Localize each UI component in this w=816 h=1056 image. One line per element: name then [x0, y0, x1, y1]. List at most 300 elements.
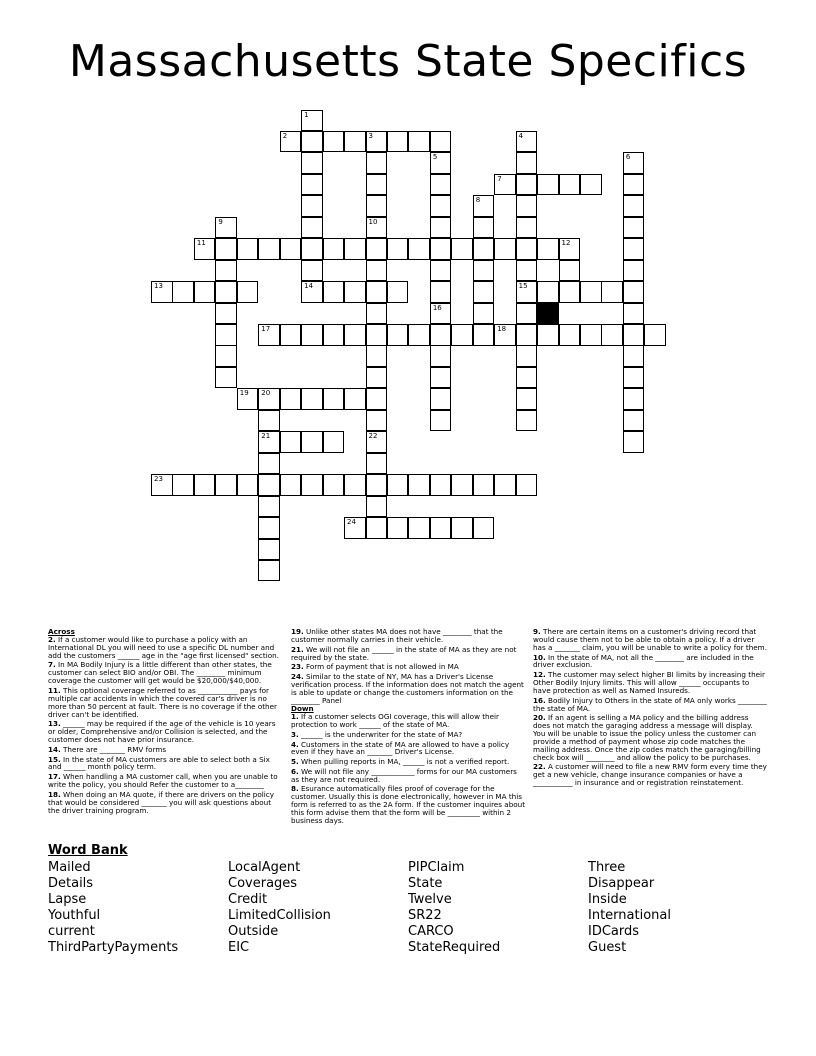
crossword-cell[interactable]: [387, 238, 409, 260]
crossword-cell[interactable]: [366, 474, 388, 496]
crossword-cell[interactable]: [323, 238, 345, 260]
crossword-cell[interactable]: [516, 367, 538, 389]
clue-number-label: 11.: [48, 685, 61, 695]
clue-text: Bodily Injury to Others in the state of MA only works ________ the state of MA.: [533, 695, 767, 713]
crossword-cell[interactable]: [172, 281, 194, 303]
crossword-cell[interactable]: [280, 131, 302, 153]
clue-number: 8: [475, 196, 481, 205]
clue-text: We will not file an ______ in the state of MA as they are not required by the state.: [291, 644, 517, 662]
clue-text: ______ is the underwriter for the state of MA?: [298, 729, 463, 739]
crossword-cell[interactable]: [194, 238, 216, 260]
crossword-cell[interactable]: [301, 388, 323, 410]
clue-text: When pulling reports in MA, ______ is not a verified report.: [298, 757, 510, 767]
crossword-cell[interactable]: [258, 453, 280, 475]
crossword-cell[interactable]: [430, 324, 452, 346]
crossword-cell[interactable]: [623, 217, 645, 239]
word-bank-word: Details: [48, 876, 94, 892]
crossword-cell[interactable]: [387, 474, 409, 496]
clue-number-label: 10.: [533, 652, 546, 662]
clue-text: ______ may be required if the age of the vehicle is 10 years or older, Comprehensive and/or Collision is selected, and the customer does not have prior insurance.: [48, 719, 276, 745]
crossword-cell[interactable]: [623, 345, 645, 367]
clue-number-label: 1.: [291, 712, 299, 722]
crossword-cell[interactable]: [623, 152, 645, 174]
word-bank-column-1: [48, 860, 178, 957]
word-bank-column-3: [408, 860, 500, 957]
crossword-cell[interactable]: [473, 260, 495, 282]
crossword-cell[interactable]: [516, 303, 538, 325]
clue-number-label: 15.: [48, 754, 61, 764]
clues-column-3: [533, 628, 767, 789]
crossword-cell[interactable]: [451, 324, 473, 346]
word-bank-word: Disappear: [588, 876, 655, 892]
across-clue: [48, 636, 284, 660]
clue-text: When doing an MA quote, if there are drivers on the policy that would be considered _______ you will ask questions about the driver training program.: [48, 789, 274, 815]
crossword-cell[interactable]: [344, 281, 366, 303]
crossword-cell[interactable]: [323, 131, 345, 153]
crossword-cell[interactable]: [366, 345, 388, 367]
crossword-cell[interactable]: [366, 260, 388, 282]
clue-number: 24: [347, 518, 356, 527]
across-clue: [291, 663, 527, 671]
crossword-cell[interactable]: [559, 260, 581, 282]
crossword-cell[interactable]: [366, 496, 388, 518]
clue-number: 7: [497, 174, 502, 183]
clue-number: 9: [218, 217, 223, 226]
word-bank-word: LimitedCollision: [228, 908, 331, 924]
word-bank-word: CARCO: [408, 924, 454, 940]
crossword-cell[interactable]: [451, 238, 473, 260]
clue-text: If an agent is selling a MA policy and the billing address does not match the garaging address a message will display. You will be unable to issue the policy unless the customer can provide a method of payment whose zip code matches the mailing address. Once the zip codes match the garaging/billing check box will ________ and allow the policy to be purchases.: [533, 713, 761, 762]
down-clue: [291, 713, 527, 729]
clue-number-label: 23.: [291, 662, 304, 672]
crossword-cell[interactable]: [494, 324, 516, 346]
crossword-cell[interactable]: [559, 238, 581, 260]
crossword-cell[interactable]: [473, 217, 495, 239]
clue-text: We will not file any ____________ forms for our MA customers as they are not required.: [291, 766, 517, 784]
crossword-cell[interactable]: [301, 110, 323, 132]
clue-text: There are _______ RMV forms: [60, 744, 167, 754]
clue-number: 14: [304, 282, 314, 291]
crossword-cell[interactable]: [237, 474, 259, 496]
crossword-cell[interactable]: [408, 324, 430, 346]
crossword-cell[interactable]: [387, 281, 409, 303]
down-clue: [291, 768, 527, 784]
crossword-cell[interactable]: [430, 131, 452, 153]
word-bank-word: Twelve: [408, 892, 452, 908]
clue-text: In the state of MA customers are able to select both a Six and ______ month policy term.: [48, 754, 270, 772]
crossword-cell[interactable]: [323, 474, 345, 496]
crossword-cell[interactable]: [151, 281, 173, 303]
crossword-cell[interactable]: [323, 281, 345, 303]
crossword-cell[interactable]: [366, 431, 388, 453]
across-clue: [48, 720, 284, 744]
crossword-cell[interactable]: [516, 174, 538, 196]
crossword-cell[interactable]: [258, 496, 280, 518]
down-clue: [291, 785, 527, 825]
across-clue: [48, 756, 284, 772]
crossword-cell[interactable]: [473, 281, 495, 303]
clue-number-label: 22.: [533, 762, 546, 772]
crossword-cell[interactable]: [430, 217, 452, 239]
crossword-cell[interactable]: [430, 388, 452, 410]
crossword-cell[interactable]: [323, 388, 345, 410]
word-bank-word: State: [408, 876, 443, 892]
crossword-cell[interactable]: [366, 281, 388, 303]
crossword-cell[interactable]: [258, 238, 280, 260]
clue-number: 6: [625, 153, 631, 162]
crossword-cell[interactable]: [301, 431, 323, 453]
crossword-cell[interactable]: [323, 431, 345, 453]
clue-text: Unlike other states MA does not have ________ that the customer normally carries in their vehicle.: [291, 627, 503, 644]
crossword-cell[interactable]: [516, 217, 538, 239]
down-clue: [291, 741, 527, 757]
crossword-cell[interactable]: [430, 281, 452, 303]
crossword-cell[interactable]: [473, 474, 495, 496]
crossword-cell[interactable]: [237, 388, 259, 410]
crossword-cell[interactable]: [387, 517, 409, 539]
clue-number-label: 17.: [48, 772, 61, 782]
clue-number: 1: [304, 110, 309, 119]
clue-number-label: 14.: [48, 744, 61, 754]
clue-text: Esurance automatically files proof of coverage for the customer. Usually this is done electronically, however in MA this form is referred to as the 2A form. If the customer inquires about this form advise them that the form will be _________ within 2 business days.: [291, 784, 526, 826]
word-bank-word: SR22: [408, 908, 442, 924]
clue-text: Customers in the state of MA are allowed to have a policy even if they have an _______ Driver's License.: [291, 739, 510, 757]
crossword-cell[interactable]: [194, 474, 216, 496]
crossword-cell[interactable]: [344, 324, 366, 346]
clue-text: When handling a MA customer call, when you are unable to write the policy, you should Refer the customer to a________: [48, 772, 278, 790]
crossword-cell[interactable]: [516, 474, 538, 496]
clue-number-label: 2.: [48, 634, 56, 644]
page-title: Massachusetts State Specifics: [68, 36, 748, 87]
down-clue: [533, 697, 767, 713]
across-clue: [48, 687, 284, 719]
across-clue: [48, 773, 284, 789]
word-bank-column-2: [228, 860, 331, 957]
crossword-cell[interactable]: [473, 195, 495, 217]
crossword-cell[interactable]: [258, 517, 280, 539]
clue-number: 2: [282, 131, 288, 140]
crossword-cell[interactable]: [516, 410, 538, 432]
crossword-cell[interactable]: [301, 474, 323, 496]
crossword-cell[interactable]: [194, 281, 216, 303]
crossword-cell[interactable]: [172, 474, 194, 496]
crossword-cell[interactable]: [537, 281, 559, 303]
crossword-cell[interactable]: [215, 281, 237, 303]
crossword-cell[interactable]: [430, 303, 452, 325]
clue-number-label: 13.: [48, 719, 61, 729]
word-bank-word: Inside: [588, 892, 627, 908]
across-heading: Across: [48, 627, 75, 636]
word-bank-word: ThirdPartyPayments: [48, 940, 179, 956]
crossword-cell[interactable]: [601, 281, 623, 303]
clue-number-label: 24.: [291, 671, 304, 681]
crossword-cell[interactable]: [516, 345, 538, 367]
crossword-cell[interactable]: [430, 410, 452, 432]
crossword-cell[interactable]: [559, 174, 581, 196]
clue-text: If a customer selects OGI coverage, this will allow their protection to work ______ of the state of MA.: [291, 712, 499, 730]
crossword-cell[interactable]: [344, 517, 366, 539]
crossword-cell[interactable]: [258, 324, 280, 346]
crossword-cell[interactable]: [387, 324, 409, 346]
crossword-cell[interactable]: [408, 517, 430, 539]
across-clue: [291, 646, 527, 662]
clue-number: 23: [154, 475, 163, 484]
crossword-cell[interactable]: [366, 324, 388, 346]
down-clue: [533, 628, 767, 652]
crossword-cell[interactable]: [366, 174, 388, 196]
shaded-cell: [537, 303, 559, 325]
clue-number-label: 7.: [48, 660, 56, 670]
crossword-cell[interactable]: [516, 131, 538, 153]
crossword-cell[interactable]: [430, 174, 452, 196]
crossword-cell[interactable]: [215, 303, 237, 325]
crossword-cell[interactable]: [580, 174, 602, 196]
crossword-cell[interactable]: [258, 560, 280, 582]
across-clue: [48, 746, 284, 754]
clue-number: 12: [561, 239, 571, 248]
word-bank-word: current: [48, 924, 95, 940]
crossword-cell[interactable]: [366, 410, 388, 432]
crossword-cell[interactable]: [623, 431, 645, 453]
crossword-cell[interactable]: [580, 324, 602, 346]
word-bank-title: Word Bank: [48, 843, 128, 858]
crossword-cell[interactable]: [623, 260, 645, 282]
crossword-cell[interactable]: [473, 238, 495, 260]
crossword-cell[interactable]: [237, 281, 259, 303]
clue-number-label: 20.: [533, 713, 546, 723]
crossword-cell[interactable]: [473, 517, 495, 539]
crossword-cell[interactable]: [516, 260, 538, 282]
crossword-cell[interactable]: [430, 345, 452, 367]
crossword-cell[interactable]: [237, 238, 259, 260]
crossword-cell[interactable]: [366, 152, 388, 174]
crossword-cell[interactable]: [601, 324, 623, 346]
crossword-cell[interactable]: [366, 388, 388, 410]
crossword-cell[interactable]: [301, 131, 323, 153]
crossword-cell[interactable]: [301, 260, 323, 282]
crossword-cell[interactable]: [301, 324, 323, 346]
crossword-cell[interactable]: [430, 260, 452, 282]
crossword-cell[interactable]: [408, 474, 430, 496]
crossword-cell[interactable]: [494, 174, 516, 196]
crossword-cell[interactable]: [215, 367, 237, 389]
clue-number: 17: [261, 325, 271, 333]
crossword-cell[interactable]: [516, 388, 538, 410]
crossword-cell[interactable]: [623, 388, 645, 410]
crossword-cell[interactable]: [280, 431, 302, 453]
down-clue: [533, 714, 767, 761]
clue-number: 16: [432, 303, 442, 312]
crossword-cell[interactable]: [537, 324, 559, 346]
across-clue: [48, 791, 284, 815]
crossword-cell[interactable]: [344, 238, 366, 260]
crossword-cell[interactable]: [516, 195, 538, 217]
crossword-cell[interactable]: [366, 195, 388, 217]
across-clue: [48, 661, 284, 685]
clue-number: 10: [368, 217, 378, 226]
crossword-cell[interactable]: [623, 174, 645, 196]
clue-number-label: 12.: [533, 670, 546, 680]
down-clue: [533, 671, 767, 695]
crossword-cell[interactable]: [623, 281, 645, 303]
clue-number-label: 19.: [291, 627, 304, 636]
word-bank-word: LocalAgent: [228, 860, 301, 875]
crossword-cell[interactable]: [516, 324, 538, 346]
crossword-cell[interactable]: [516, 238, 538, 260]
crossword-cell[interactable]: [301, 238, 323, 260]
crossword-cell[interactable]: [430, 152, 452, 174]
crossword-cell[interactable]: [366, 217, 388, 239]
across-clue: [291, 673, 527, 705]
clue-text: The customer may select higher BI limits by increasing their Other Bodily Injury limits. This will allow ______ occupants to have protection as well as Named Insureds.: [533, 670, 766, 695]
crossword-cell[interactable]: [473, 303, 495, 325]
down-clue: [291, 758, 527, 766]
crossword-cell[interactable]: [408, 238, 430, 260]
crossword-cell[interactable]: [623, 195, 645, 217]
word-bank-word: Credit: [228, 892, 268, 908]
down-heading: Down: [291, 704, 314, 714]
clue-text: In MA Bodily Injury is a little different than other states, the customer can select BIO and/or OBI. The ________ minimum coverage the customer will get would be $20,000/$40,000.: [48, 660, 272, 686]
clue-number-label: 18.: [48, 789, 61, 799]
across-clue: [291, 628, 527, 644]
crossword-cell[interactable]: [215, 260, 237, 282]
clue-number-label: 9.: [533, 627, 541, 636]
crossword-cell[interactable]: [516, 281, 538, 303]
crossword-cell[interactable]: [301, 174, 323, 196]
word-bank-word: EIC: [228, 940, 250, 956]
clue-number-label: 16.: [533, 695, 546, 705]
crossword-cell[interactable]: [644, 324, 666, 346]
crossword-cell[interactable]: [280, 474, 302, 496]
crossword-cell[interactable]: [430, 195, 452, 217]
clue-number-label: 6.: [291, 766, 299, 776]
clue-number: 21: [261, 432, 271, 441]
clue-number-label: 5.: [291, 757, 299, 767]
crossword-cell[interactable]: [623, 367, 645, 389]
crossword-cell[interactable]: [537, 174, 559, 196]
clue-number: 4: [518, 131, 524, 140]
crossword-cell[interactable]: [215, 238, 237, 260]
clue-text: If a customer would like to purchase a policy with an International DL you will need to use a specific DL number and add the customers ______ age in the "age first licensed" section.: [48, 634, 279, 660]
word-bank-word: Coverages: [228, 876, 298, 892]
crossword-cell[interactable]: [623, 238, 645, 260]
down-clue: [291, 731, 527, 739]
down-clue: [533, 654, 767, 670]
clue-number-label: 4.: [291, 739, 299, 749]
crossword-cell[interactable]: [258, 539, 280, 561]
crossword-cell[interactable]: [473, 324, 495, 346]
clue-number: 3: [368, 131, 373, 140]
clue-text: A customer will need to file a new RMV form every time they get a new vehicle, change insurance companies or have a ___________ in insurance and or registration reinstatement.: [533, 762, 767, 788]
crossword-cell[interactable]: [301, 281, 323, 303]
clue-text: There are certain items on a customer's driving record that would cause them not to be able to obtain a policy. If a driver has a _______ claim, you will be unable to write a policy for them.: [533, 627, 767, 652]
clue-text: Form of payment that is not allowed in MA: [303, 662, 459, 672]
crossword-cell[interactable]: [215, 217, 237, 239]
crossword-cell[interactable]: [301, 152, 323, 174]
crossword-cell[interactable]: [451, 517, 473, 539]
crossword-cell[interactable]: [623, 324, 645, 346]
crossword-cell[interactable]: [258, 410, 280, 432]
crossword-cell[interactable]: [215, 474, 237, 496]
crossword-cell[interactable]: [430, 517, 452, 539]
crossword-cell[interactable]: [301, 217, 323, 239]
clue-number: 18: [497, 325, 507, 333]
crossword-cell[interactable]: [366, 517, 388, 539]
crossword-cell[interactable]: [258, 431, 280, 453]
crossword-cell[interactable]: [280, 238, 302, 260]
crossword-cell[interactable]: [280, 324, 302, 346]
crossword-cell[interactable]: [366, 238, 388, 260]
crossword-cell[interactable]: [366, 453, 388, 475]
clue-number: 19: [239, 389, 249, 398]
crossword-cell[interactable]: [258, 388, 280, 410]
clue-number-label: 21.: [291, 644, 304, 654]
crossword-cell[interactable]: [151, 474, 173, 496]
clue-text: In the state of MA, not all the ________ are included in the driver exclusion.: [533, 652, 754, 670]
clues-column-1: [48, 628, 284, 816]
clue-number-label: 3.: [291, 729, 299, 739]
crossword-cell[interactable]: [258, 474, 280, 496]
word-bank-word: Outside: [228, 924, 279, 940]
crossword-cell[interactable]: [430, 474, 452, 496]
clue-number: 15: [518, 282, 528, 291]
crossword-cell[interactable]: [559, 281, 581, 303]
crossword-cell[interactable]: [623, 303, 645, 325]
crossword-cell[interactable]: [494, 238, 516, 260]
crossword-cell[interactable]: [559, 324, 581, 346]
crossword-cell[interactable]: [387, 131, 409, 153]
crossword-cell[interactable]: [623, 410, 645, 432]
word-bank-word: IDCards: [588, 924, 640, 940]
word-bank-word: StateRequired: [408, 940, 501, 956]
crossword-cell[interactable]: [366, 131, 388, 153]
crossword-cell[interactable]: [451, 474, 473, 496]
word-bank-word: Youthful: [48, 908, 101, 924]
crossword-cell[interactable]: [280, 388, 302, 410]
clue-number: 11: [196, 239, 206, 248]
crossword-cell[interactable]: [344, 474, 366, 496]
clue-number: 20: [261, 389, 271, 398]
word-bank-column-4: [588, 860, 671, 957]
crossword-cell[interactable]: [344, 388, 366, 410]
crossword-cell[interactable]: [366, 367, 388, 389]
down-clue: [533, 763, 767, 787]
clues-column-2: [291, 628, 527, 827]
crossword-cell[interactable]: [580, 281, 602, 303]
crossword-cell[interactable]: [430, 367, 452, 389]
crossword-cell[interactable]: [323, 324, 345, 346]
clue-number: 22: [368, 432, 378, 441]
clue-text: This optional coverage referred to as ___________ pays for multiple car accidents in which the covered car's driver is no more than 50 percent at fault. There is no coverage if the other driver can't be identified.: [48, 685, 277, 719]
clue-number-label: 8.: [291, 784, 299, 794]
word-bank-word: Lapse: [48, 892, 87, 908]
crossword-cell[interactable]: [215, 345, 237, 367]
word-bank-word: International: [588, 908, 671, 924]
clue-number: 5: [432, 153, 438, 162]
crossword-cell[interactable]: [494, 474, 516, 496]
crossword-cell[interactable]: [408, 131, 430, 153]
crossword-cell[interactable]: [430, 238, 452, 260]
crossword-cell[interactable]: [366, 303, 388, 325]
word-bank-word: Mailed: [48, 860, 91, 875]
word-bank-word: Guest: [588, 940, 627, 956]
crossword-cell[interactable]: [516, 152, 538, 174]
clue-number: 13: [154, 282, 163, 291]
crossword-cell[interactable]: [344, 131, 366, 153]
crossword-cell[interactable]: [537, 238, 559, 260]
crossword-cell[interactable]: [215, 324, 237, 346]
crossword-cell[interactable]: [301, 195, 323, 217]
